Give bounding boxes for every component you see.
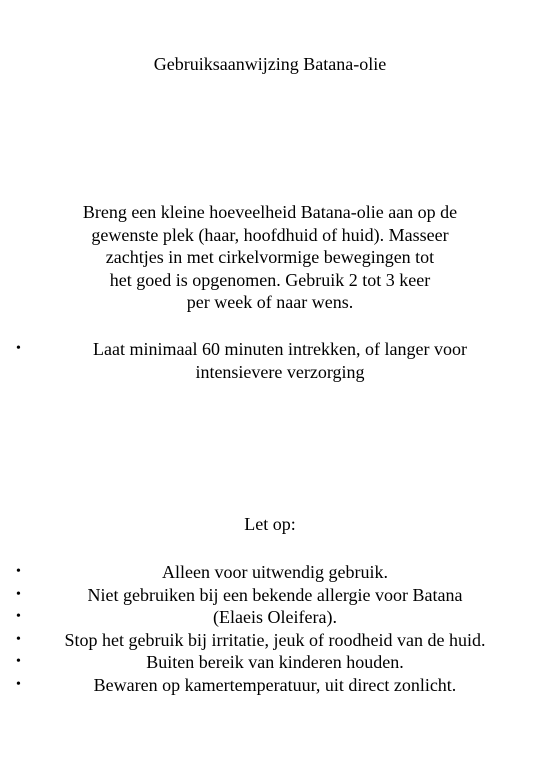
list-item bbox=[0, 651, 540, 674]
bullet-icon: • bbox=[16, 609, 21, 624]
bullet-icon: • bbox=[16, 341, 21, 356]
warning-heading: Let op: bbox=[244, 514, 296, 534]
list-item bbox=[0, 674, 540, 697]
warning-text: Bewaren op kamertemperatuur, uit direct zonlicht. bbox=[93, 674, 457, 695]
bullet-icon: • bbox=[16, 676, 21, 692]
intro-line: Breng een kleine hoeveelheid Batana-olie aan op de bbox=[82, 202, 458, 222]
list-item bbox=[0, 606, 540, 629]
list-item bbox=[0, 629, 540, 652]
tip-line: Laat minimaal 60 minuten intrekken, of langer voor bbox=[93, 339, 467, 359]
intro-paragraph bbox=[40, 201, 500, 314]
intro-line: gewenste plek (haar, hoofdhuid of huid). Masseer bbox=[91, 224, 449, 245]
warning-text: Stop het gebruik bij irritatie, jeuk of roodheid van de huid. bbox=[64, 629, 486, 650]
bullet-icon: • bbox=[16, 631, 21, 647]
warning-list bbox=[0, 561, 540, 696]
bullet-icon: • bbox=[16, 586, 21, 602]
page-title: Gebruiksaanwijzing Batana-olie bbox=[153, 54, 387, 74]
list-item bbox=[0, 561, 540, 584]
bullet-icon: • bbox=[16, 564, 21, 579]
intro-line: het goed is opgenomen. Gebruik 2 tot 3 keer bbox=[109, 269, 431, 290]
warning-text: (Elaeis Oleifera). bbox=[213, 607, 337, 627]
warning-text: Buiten bereik van kinderen houden. bbox=[146, 652, 404, 672]
intro-line: zachtjes in met cirkelvormige bewegingen tot bbox=[105, 247, 435, 267]
warning-text: Alleen voor uitwendig gebruik. bbox=[162, 562, 388, 582]
tip-text bbox=[40, 338, 520, 383]
tip-line: intensievere verzorging bbox=[195, 361, 365, 382]
intro-line: per week of naar wens. bbox=[186, 292, 354, 312]
warning-text: Niet gebruiken bij een bekende allergie voor Batana bbox=[87, 584, 463, 605]
list-item bbox=[0, 584, 540, 607]
bullet-icon: • bbox=[16, 654, 21, 669]
